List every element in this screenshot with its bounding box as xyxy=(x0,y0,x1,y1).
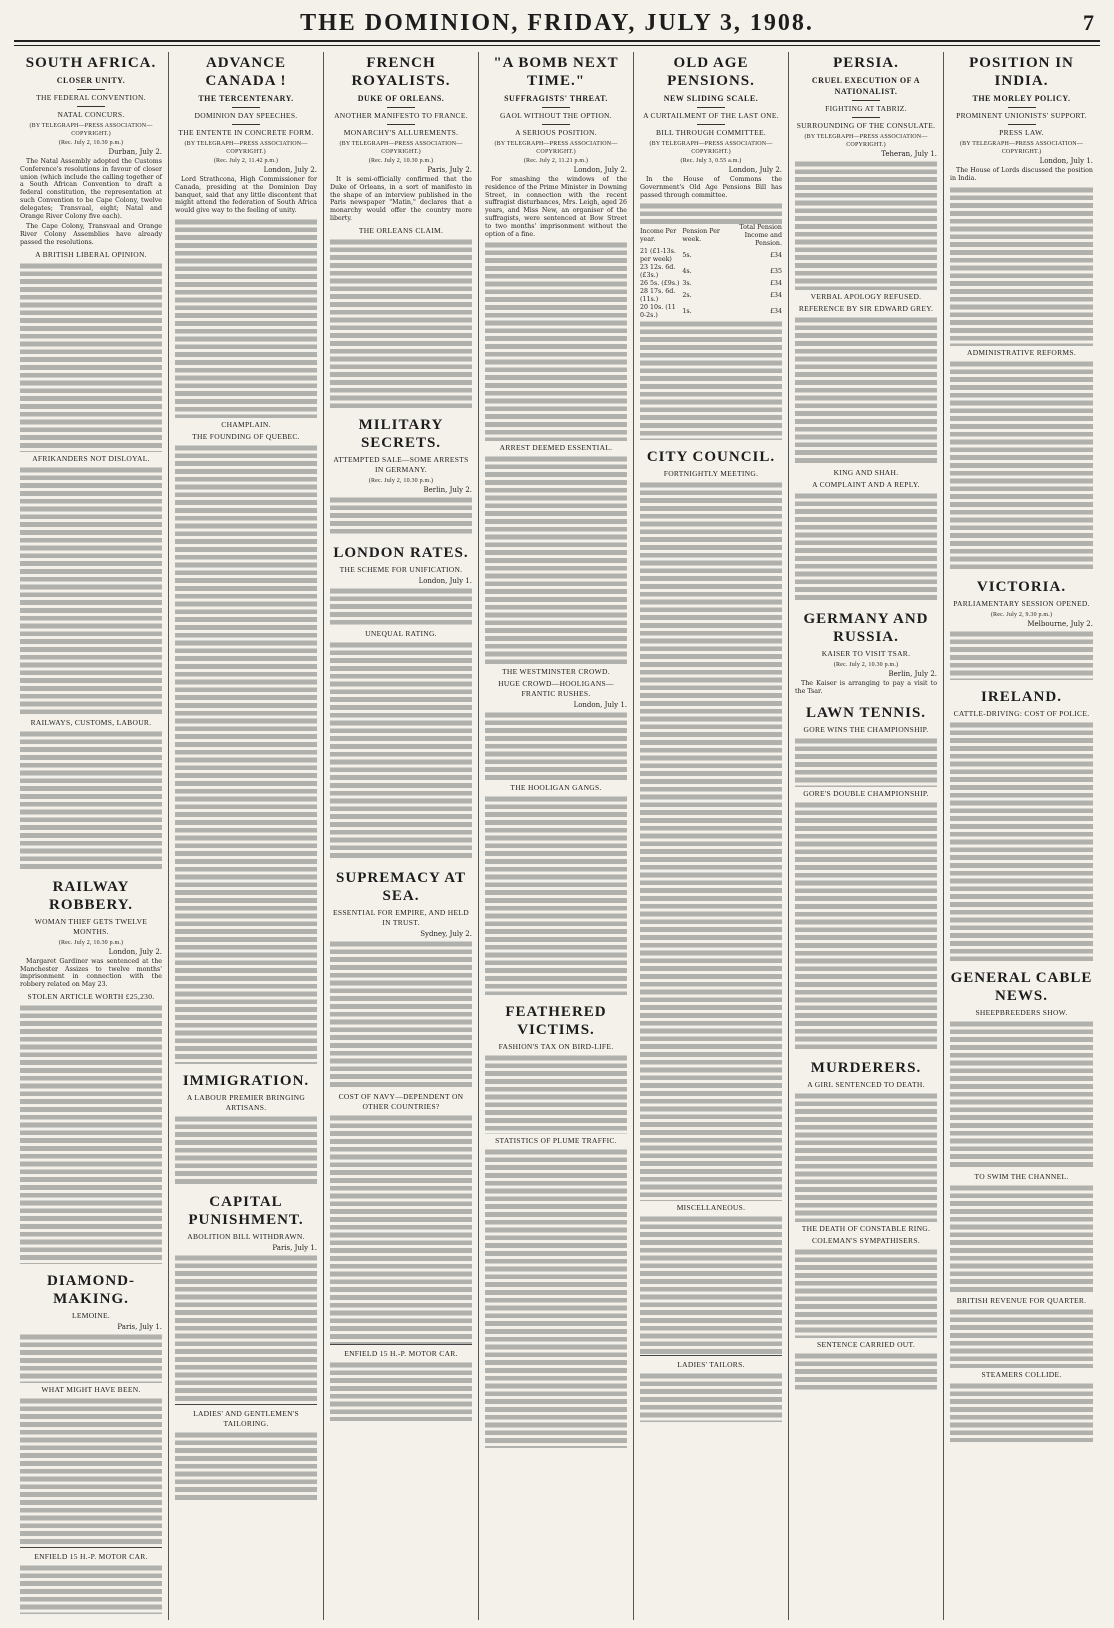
kicker: THE ENTENTE IN CONCRETE FORM. xyxy=(178,128,314,137)
table-cell: 2s. xyxy=(682,292,692,300)
text-block xyxy=(330,1361,472,1421)
press-credit: (BY TELEGRAPH—PRESS ASSOCIATION—COPYRIGHT.) xyxy=(959,141,1084,155)
subhead: DOMINION DAY SPEECHES. xyxy=(194,111,298,120)
ad-title: LADIES' TAILORS. xyxy=(677,1360,745,1370)
text-block xyxy=(175,1254,317,1404)
dateline: London, July 2. xyxy=(108,947,162,956)
kicker: SURROUNDING OF THE CONSULATE. xyxy=(796,121,936,130)
headline: IRELAND. xyxy=(981,688,1062,705)
article-bomb-next-time xyxy=(485,54,627,995)
section-heading: ARREST DEEMED ESSENTIAL. xyxy=(499,443,613,453)
headline: VICTORIA. xyxy=(976,578,1067,595)
divider xyxy=(387,124,415,125)
masthead xyxy=(14,6,1100,42)
section-heading: VERBAL APOLOGY REFUSED. xyxy=(810,292,922,301)
article-south-africa xyxy=(20,54,162,870)
section-heading: AFRIKANDERS NOT DISLOYAL. xyxy=(32,453,150,463)
article-supremacy-at-sea xyxy=(330,869,472,1421)
kicker: A SERIOUS POSITION. xyxy=(515,128,597,137)
received-time: (Rec. July 3, 0.55 a.m.) xyxy=(680,158,742,164)
received-time: (Rec. July 2, 10.30 p.m.) xyxy=(368,477,434,484)
dateline: Paris, July 1. xyxy=(117,1322,162,1331)
section-heading: WHAT MIGHT HAVE BEEN. xyxy=(41,1384,141,1394)
text-block xyxy=(485,241,627,441)
text-block xyxy=(950,186,1093,346)
dateline: Berlin, July 2. xyxy=(423,485,472,494)
subhead: CLOSER UNITY. xyxy=(56,76,126,85)
press-credit: (BY TELEGRAPH—PRESS ASSOCIATION—COPYRIGHT.) xyxy=(29,123,153,137)
article-feathered-victims xyxy=(485,1003,627,1448)
headline: MILITARY SECRETS. xyxy=(358,416,444,451)
column-canada xyxy=(169,52,324,1620)
subhead: THE MORLEY POLICY. xyxy=(972,94,1071,103)
subhead: HUGE CROWD—HOOLIGANS—FRANTIC RUSHES. xyxy=(498,679,614,699)
table-row xyxy=(640,280,782,288)
text-block xyxy=(950,360,1093,570)
text-block xyxy=(485,455,627,665)
column-persia xyxy=(789,52,944,1620)
text-block xyxy=(485,1148,627,1448)
section-heading: TO SWIM THE CHANNEL. xyxy=(974,1171,1069,1181)
columns xyxy=(14,52,1100,1620)
section-heading: THE DEATH OF CONSTABLE RING. xyxy=(801,1223,931,1233)
headline: FRENCH ROYALISTS. xyxy=(351,55,451,89)
masthead-title: THE DOMINION, FRIDAY, JULY 3, 1908. xyxy=(300,9,814,36)
received-time: (Rec. July 2, 11.21 p.m.) xyxy=(523,158,589,164)
section-heading: SENTENCE CARRIED OUT. xyxy=(816,1339,916,1349)
headline: CITY COUNCIL. xyxy=(646,449,776,466)
subhead: KAISER TO VISIT TSAR. xyxy=(821,649,911,658)
section-heading: THE HOOLIGAN GANGS. xyxy=(510,783,602,793)
text-block xyxy=(330,1114,472,1344)
subhead: THE TERCENTENARY. xyxy=(198,94,294,103)
subhead: DUKE OF ORLEANS. xyxy=(357,94,445,103)
received-time: (Rec. July 2, 10.30 p.m.) xyxy=(58,140,124,146)
dateline: Paris, July 2. xyxy=(427,166,472,174)
headline: CAPITAL PUNISHMENT. xyxy=(188,1193,304,1228)
dateline: London, July 2. xyxy=(728,166,782,174)
text-block xyxy=(950,1308,1093,1368)
table-cell: £34 xyxy=(769,308,782,316)
section-heading: BRITISH REVENUE FOR QUARTER. xyxy=(956,1295,1087,1305)
headline: SOUTH AFRICA. xyxy=(25,55,157,71)
section-heading: A BRITISH LIBERAL OPINION. xyxy=(35,249,147,259)
subhead: SHEEPBREEDERS SHOW. xyxy=(975,1007,1068,1017)
table-cell: 20 10s. (11 0-2s.) xyxy=(640,304,676,320)
article-persia xyxy=(795,54,937,602)
text-block xyxy=(20,1333,162,1383)
section-heading: RAILWAYS, CUSTOMS, LABOUR. xyxy=(30,717,152,727)
headline: GENERAL CABLE NEWS. xyxy=(950,969,1093,1004)
subhead: REFERENCE BY SIR EDWARD GREY. xyxy=(798,304,934,313)
column-suffragists xyxy=(479,52,634,1620)
headline: FEATHERED VICTIMS. xyxy=(505,1004,607,1039)
subhead: A CURTAILMENT OF THE LAST ONE. xyxy=(643,111,779,120)
article-london-rates xyxy=(330,544,472,861)
text-block xyxy=(330,496,472,536)
dateline: London, July 1. xyxy=(573,701,627,710)
advertisement xyxy=(20,1547,162,1614)
section-heading: GORE'S DOUBLE CHAMPIONSHIP. xyxy=(803,788,929,798)
dateline: Berlin, July 2. xyxy=(888,670,937,678)
subhead: ABOLITION BILL WITHDRAWN. xyxy=(187,1231,305,1241)
ad-title: LADIES' AND GENTLEMEN'S TAILORING. xyxy=(193,1408,299,1428)
article-lawn-tennis xyxy=(795,704,937,1051)
headline: POSITION IN INDIA. xyxy=(969,55,1074,89)
subhead: FASHION'S TAX ON BIRD-LIFE. xyxy=(498,1042,614,1052)
divider xyxy=(697,124,725,125)
text-block xyxy=(795,160,937,290)
headline: RAILWAY ROBBERY. xyxy=(48,878,134,913)
text-block xyxy=(795,492,937,602)
headline: OLD AGE PENSIONS. xyxy=(667,55,755,89)
subhead: ANOTHER MANIFESTO TO FRANCE. xyxy=(334,111,468,120)
divider xyxy=(852,117,880,118)
table-row xyxy=(640,304,782,320)
section-heading: THE WESTMINSTER CROWD. xyxy=(502,667,610,677)
kicker: MONARCHY'S ALLUREMENTS. xyxy=(343,128,459,137)
table-cell: £34 xyxy=(769,252,782,260)
table-row xyxy=(640,264,782,280)
divider xyxy=(232,124,260,125)
text-block xyxy=(950,630,1093,680)
subhead: CRUEL EXECUTION OF A NATIONALIST. xyxy=(811,76,921,96)
press-credit: (BY TELEGRAPH—PRESS ASSOCIATION—COPYRIGHT.) xyxy=(184,141,308,155)
column-french-royalists xyxy=(324,52,479,1620)
divider xyxy=(697,107,725,108)
section-heading: MISCELLANEOUS. xyxy=(676,1203,746,1213)
article-ireland xyxy=(950,688,1093,961)
section-heading: STEAMERS COLLIDE. xyxy=(981,1369,1062,1379)
table-cell: 23 12s. 6d. (£3s.) xyxy=(640,264,676,280)
text-block xyxy=(20,262,162,452)
kicker: NATAL CONCURS. xyxy=(57,110,125,119)
text-block xyxy=(175,1115,317,1185)
pension-table xyxy=(640,224,782,320)
column-old-age-pensions xyxy=(634,52,789,1620)
table-cell: 1s. xyxy=(682,308,692,316)
text-block xyxy=(485,1054,627,1134)
received-time: (Rec. July 2, 10.30 p.m.) xyxy=(833,662,899,668)
text-block xyxy=(330,940,472,1090)
divider xyxy=(1008,124,1036,125)
divider xyxy=(232,107,260,108)
ad-title: ENFIELD 15 H.-P. MOTOR CAR. xyxy=(34,1551,148,1561)
text-block xyxy=(795,1248,937,1338)
dateline: London, July 2. xyxy=(573,166,627,174)
dateline: Teheran, July 1. xyxy=(881,150,937,158)
received-time: (Rec. July 2, 9.30 p.m.) xyxy=(990,611,1053,618)
table-cell: 4s. xyxy=(682,268,692,276)
text-block xyxy=(640,202,782,224)
headline: "A BOMB NEXT TIME." xyxy=(493,55,619,89)
section-heading: KING AND SHAH. xyxy=(833,468,899,477)
press-credit: (BY TELEGRAPH—PRESS ASSOCIATION—COPYRIGHT.) xyxy=(649,141,773,155)
dateline: Durban, July 2. xyxy=(108,148,162,156)
text-block xyxy=(485,711,627,781)
text-block xyxy=(330,641,472,861)
divider xyxy=(77,106,105,107)
text-block xyxy=(640,481,782,1201)
text-block xyxy=(20,466,162,716)
subhead: PARLIAMENTARY SESSION OPENED. xyxy=(953,598,1090,608)
text-block xyxy=(20,1564,162,1614)
advertisement xyxy=(330,1344,472,1421)
divider xyxy=(542,107,570,108)
paragraph: The Natal Assembly adopted the Customs Conference's resolutions in favour of closer union (which include the calling together of a South African Convention to draft a federal constitution, the representation at such Convention to be Cape Colony, twelve delegates; Transvaal, eight; Natal and Orange River Colony five each). xyxy=(20,158,162,220)
kicker: BILL THROUGH COMMITTEE. xyxy=(655,128,767,137)
subhead: A LABOUR PREMIER BRINGING ARTISANS. xyxy=(186,1092,306,1112)
paragraph: In the House of Commons the Government's Old Age Pensions Bill has passed through committee. xyxy=(640,176,782,199)
table-row xyxy=(640,288,782,304)
column-south-africa xyxy=(14,52,169,1620)
dateline: London, July 2. xyxy=(263,166,317,174)
dateline: Sydney, July 2. xyxy=(420,929,472,938)
article-germany-russia xyxy=(795,610,937,696)
section-heading: THE FOUNDING OF QUEBEC. xyxy=(192,431,300,441)
article-capital-punishment xyxy=(175,1193,317,1501)
paragraph: Lord Strathcona, High Commissioner for Canada, presiding at the Dominion Day banquet, said that any little discontent that might attend the federation of South Africa would give way to the feeling of unity. xyxy=(175,176,317,215)
section-heading: COST OF NAVY—DEPENDENT ON OTHER COUNTRIES? xyxy=(338,1091,464,1111)
paragraph: The Kaiser is arranging to pay a visit to the Tsar. xyxy=(795,680,937,695)
text-block xyxy=(20,730,162,870)
subhead: ATTEMPTED SALE—SOME ARRESTS IN GERMANY. xyxy=(333,454,469,474)
subhead: ESSENTIAL FOR EMPIRE, AND HELD IN TRUST. xyxy=(332,907,470,927)
dateline: Melbourne, July 2. xyxy=(1027,619,1093,628)
table-cell: Pension Per week. xyxy=(682,228,720,244)
headline: DIAMOND-MAKING. xyxy=(47,1272,135,1307)
dateline: London, July 1. xyxy=(1039,157,1093,165)
table-cell: 21 (£1-13s. per week) xyxy=(640,248,676,264)
text-block xyxy=(795,737,937,787)
text-block xyxy=(640,320,782,440)
paragraph: Margaret Gardiner was sentenced at the Manchester Assizes to twelve months' imprisonment in connection with the robbery related on May 23. xyxy=(20,957,162,989)
article-railway-robbery xyxy=(20,878,162,1264)
article-general-cable-news xyxy=(950,969,1093,1442)
text-block xyxy=(795,801,937,1051)
advertisement xyxy=(175,1404,317,1501)
article-victoria xyxy=(950,578,1093,680)
divider xyxy=(387,107,415,108)
text-block xyxy=(20,1397,162,1547)
table-header xyxy=(640,224,782,248)
text-block xyxy=(640,1215,782,1355)
headline: MURDERERS. xyxy=(810,1059,922,1076)
table-cell: £34 xyxy=(769,292,782,300)
subhead: COLEMAN'S SYMPATHISERS. xyxy=(812,1235,920,1245)
paragraph: The House of Lords discussed the position in India. xyxy=(950,167,1093,182)
text-block xyxy=(640,1372,782,1422)
headline: LONDON RATES. xyxy=(333,544,469,561)
article-position-in-india xyxy=(950,54,1093,570)
dateline: Paris, July 1. xyxy=(272,1243,317,1252)
text-block xyxy=(175,444,317,1064)
subhead: GORE WINS THE CHAMPIONSHIP. xyxy=(803,724,929,734)
table-row xyxy=(640,248,782,264)
article-diamond-making xyxy=(20,1272,162,1614)
subhead: GAOL WITHOUT THE OPTION. xyxy=(500,111,612,120)
headline: PERSIA. xyxy=(833,55,899,71)
headline: ADVANCE CANADA ! xyxy=(205,55,287,89)
table-cell: 5s. xyxy=(682,252,692,260)
subhead: CATTLE-DRIVING: COST OF POLICE. xyxy=(953,708,1090,718)
table-cell: £35 xyxy=(769,268,782,276)
text-block xyxy=(950,721,1093,961)
text-block xyxy=(175,1431,317,1501)
subhead: PROMINENT UNIONISTS' SUPPORT. xyxy=(956,111,1087,120)
table-cell: 3s. xyxy=(682,280,692,288)
text-block xyxy=(950,1382,1093,1442)
text-block xyxy=(330,587,472,627)
table-cell: £34 xyxy=(769,280,782,288)
table-cell: 26 5s. (£9s.) xyxy=(640,280,680,288)
subhead: WOMAN THIEF GETS TWELVE MONTHS. xyxy=(34,916,148,936)
kicker: PRESS LAW. xyxy=(999,128,1044,137)
article-military-secrets xyxy=(330,416,472,536)
text-block xyxy=(795,1092,937,1222)
text-block xyxy=(330,238,472,408)
advertisement xyxy=(640,1355,782,1422)
section-heading: CHAMPLAIN. xyxy=(221,419,271,429)
divider xyxy=(1008,107,1036,108)
received-time: (Rec. July 2, 10.30 p.m.) xyxy=(58,939,124,946)
press-credit: (BY TELEGRAPH—PRESS ASSOCIATION—COPYRIGHT.) xyxy=(804,134,928,148)
section-heading: THE ORLEANS CLAIM. xyxy=(358,225,444,235)
subhead: A GIRL SENTENCED TO DEATH. xyxy=(807,1079,925,1089)
article-city-council xyxy=(640,448,782,1422)
text-block xyxy=(20,1004,162,1264)
subhead: FORTNIGHTLY MEETING. xyxy=(663,469,759,479)
divider xyxy=(77,89,105,90)
page-number: 7 xyxy=(1083,10,1094,35)
masthead-rule xyxy=(14,45,1100,46)
headline: LAWN TENNIS. xyxy=(805,704,927,721)
divider xyxy=(852,100,880,101)
table-cell: Total Pension Income and Pension. xyxy=(739,224,782,248)
column-india xyxy=(944,52,1099,1620)
divider xyxy=(542,124,570,125)
section-heading: ADMINISTRATIVE REFORMS. xyxy=(967,347,1076,357)
subhead: FIGHTING AT TABRIZ. xyxy=(825,104,907,113)
subhead: LEMOINE. xyxy=(71,1310,111,1320)
subhead: A COMPLAINT AND A REPLY. xyxy=(812,480,920,489)
article-french-royalists xyxy=(330,54,472,408)
text-block xyxy=(795,316,937,466)
text-block xyxy=(950,1020,1093,1170)
section-heading: STOLEN ARTICLE WORTH £25,230. xyxy=(27,991,155,1001)
text-block xyxy=(795,1352,937,1392)
table-cell: 28 17s. 6d. (11s.) xyxy=(640,288,676,304)
table-cell: Income Per year. xyxy=(640,228,677,244)
text-block xyxy=(950,1184,1093,1294)
article-murderers xyxy=(795,1059,937,1392)
subhead: NEW SLIDING SCALE. xyxy=(663,94,759,103)
dateline: London, July 1. xyxy=(418,576,472,585)
press-credit: (BY TELEGRAPH—PRESS ASSOCIATION—COPYRIGHT.) xyxy=(339,141,463,155)
text-block xyxy=(485,795,627,995)
article-immigration xyxy=(175,1072,317,1185)
paragraph: It is semi-officially confirmed that the Duke of Orleans, in a sort of manifesto in the shape of an interview published in the Paris newspaper "Matin," declares that a monarchy would offer the country more liberty. xyxy=(330,176,472,222)
press-credit: (BY TELEGRAPH—PRESS ASSOCIATION—COPYRIGHT.) xyxy=(494,141,618,155)
section-heading: UNEQUAL RATING. xyxy=(365,628,437,638)
subhead: SUFFRAGISTS' THREAT. xyxy=(504,94,608,103)
text-block xyxy=(175,218,317,418)
subhead: THE SCHEME FOR UNIFICATION. xyxy=(339,564,463,574)
article-old-age-pensions xyxy=(640,54,782,440)
received-time: (Rec. July 2, 10.30 p.m.) xyxy=(368,158,434,164)
paragraph: For smashing the windows of the residence of the Prime Minister in Downing Street, in connection with the recent suffragist disturbances, Mrs. Leigh, aged 26 years, and Miss New, an organiser of the suffragists, were sentenced at Bow Street to two months' imprisonment without the option of a fine. xyxy=(485,176,627,238)
ad-title: ENFIELD 15 H.-P. MOTOR CAR. xyxy=(344,1348,458,1358)
section-heading: STATISTICS OF PLUME TRAFFIC. xyxy=(495,1136,617,1146)
headline: IMMIGRATION. xyxy=(182,1072,310,1089)
subhead: THE FEDERAL CONVENTION. xyxy=(36,93,146,102)
headline: SUPREMACY AT SEA. xyxy=(336,869,466,904)
article-advance-canada xyxy=(175,54,317,1064)
headline: GERMANY AND RUSSIA. xyxy=(803,611,929,645)
paragraph: The Cape Colony, Transvaal and Orange River Colony Assemblies have already passed the resolutions. xyxy=(20,223,162,246)
received-time: (Rec. July 2, 11.42 p.m.) xyxy=(213,158,279,164)
